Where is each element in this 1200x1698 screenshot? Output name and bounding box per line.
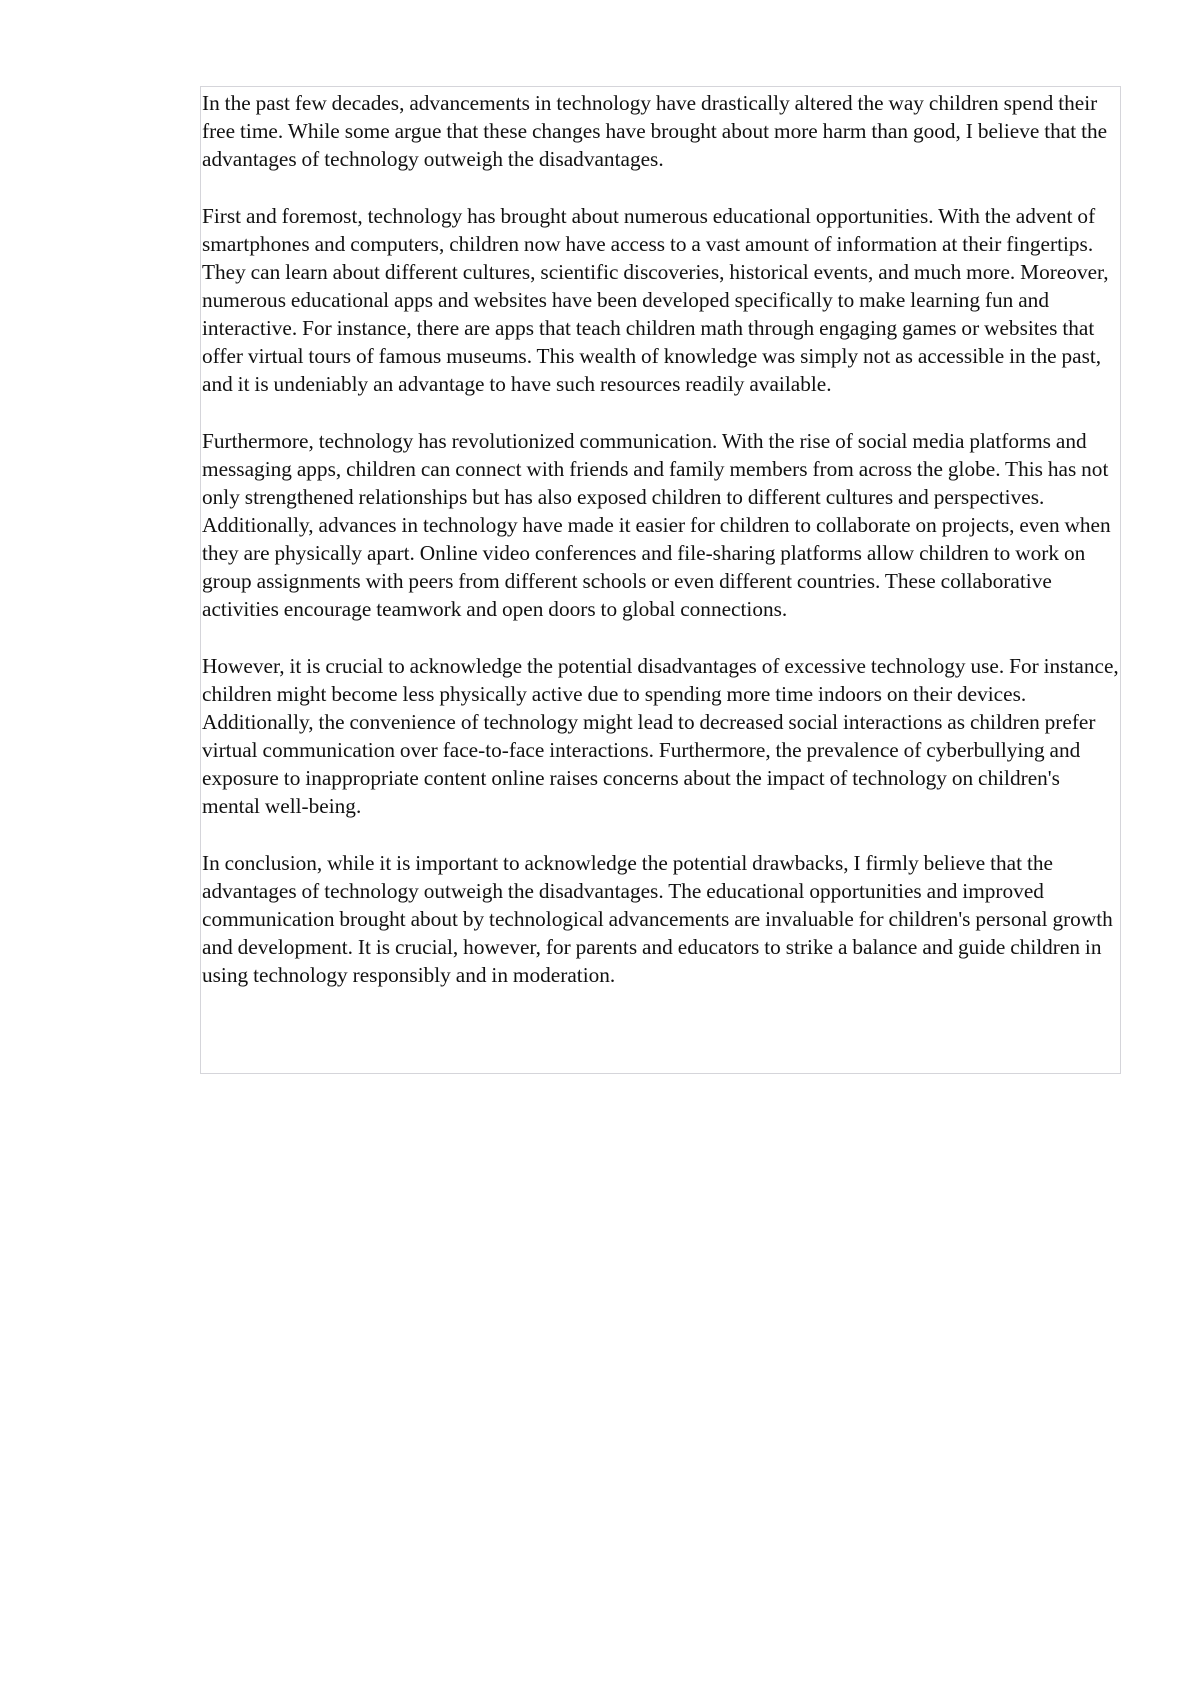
- paragraph-intro: In the past few decades, advancements in technology have drastically altered the way children spend their free time. While some argue that these changes have brought about more harm than good, I believe that the advantages of technology outweigh the disadvantages.: [202, 91, 1108, 171]
- text-frame: [200, 86, 1121, 1074]
- paragraph-conclusion: In conclusion, while it is important to acknowledge the potential drawbacks, I firmly believe that the advantages of technology outweigh the disadvantages. The educational opportunities and improved communication brought about by technological advancements are invaluable for children's personal growth and development. It is crucial, however, for parents and educators to strike a balance and guide children in using technology responsibly and in moderation.: [202, 851, 1113, 987]
- paragraph-communication: Furthermore, technology has revolutionized communication. With the rise of social media platforms and messaging apps, children can connect with friends and family members from across the globe. This has not only strengthened relationships but has also exposed children to different cultures and perspectives. Additionally, advances in technology have made it easier for children to collaborate on projects, even when they are physically apart. Online video conferences and file-sharing platforms allow children to work on group assignments with peers from different schools or even different countries. These collaborative activities encourage teamwork and open doors to global connections.: [202, 429, 1111, 621]
- paragraph-disadvantages: However, it is crucial to acknowledge the potential disadvantages of excessive technology use. For instance, children might become less physically active due to spending more time indoors on their devices. Additionally, the convenience of technology might lead to decreased social interactions as children prefer virtual communication over face-to-face interactions. Furthermore, the prevalence of cyberbullying and exposure to inappropriate content online raises concerns about the impact of technology on children's mental well-being.: [202, 654, 1119, 818]
- paragraph-education: First and foremost, technology has brought about numerous educational opportunities. With the advent of smartphones and computers, children now have access to a vast amount of information at their fingertips. They can learn about different cultures, scientific discoveries, historical events, and much more. Moreover, numerous educational apps and websites have been developed specifically to make learning fun and interactive. For instance, there are apps that teach children math through engaging games or websites that offer virtual tours of famous museums. This wealth of knowledge was simply not as accessible in the past, and it is undeniably an advantage to have such resources readily available.: [202, 204, 1109, 396]
